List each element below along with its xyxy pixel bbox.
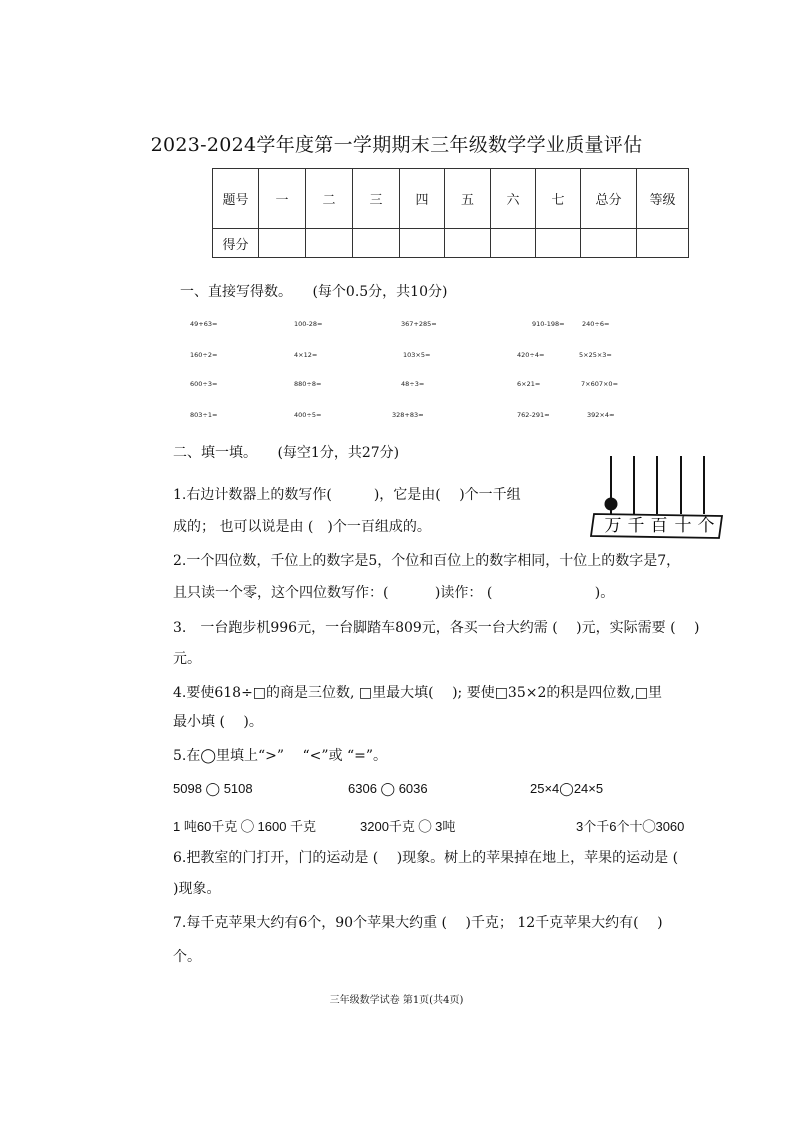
score-header-cell: 三 (353, 169, 400, 229)
page-footer: 三年级数学试卷 第1页(共4页) (329, 995, 464, 1006)
score-cell[interactable] (400, 229, 445, 258)
section2-heading-text: 二、填一填。 (173, 445, 257, 461)
calc-item: 420÷4= (517, 351, 545, 359)
calc-item: 392×4≈ (587, 411, 615, 419)
calc-item: 762-291≈ (517, 411, 550, 419)
score-cell[interactable] (581, 229, 637, 258)
score-cell[interactable] (259, 229, 306, 258)
calc-item: 6×21= (517, 380, 541, 388)
calc-item: 100-28= (294, 320, 323, 328)
calc-item: 328+83≈ (392, 411, 424, 419)
section1-heading (180, 281, 447, 301)
compare-item: 1 吨60千克 ◯ 1600 千克 (173, 819, 317, 834)
score-cell[interactable] (536, 229, 581, 258)
section2-heading (173, 442, 399, 462)
score-header-cell: 等级 (637, 169, 689, 229)
page-title: 2023-2024学年度第一学期期末三年级数学学业质量评估 (150, 134, 643, 156)
question-6-line-1: 6.把教室的门打开，门的运动是 ( )现象。树上的苹果掉在地上，苹果的运动是 ( (173, 850, 679, 866)
question-5-line-1: 5.在◯里填上“>” “<”或 “=”。 (173, 748, 388, 764)
question-1-line-2: 成的； 也可以说是由 ( )个一百组成的。 (173, 519, 431, 535)
calc-item: 5×25×3= (579, 351, 612, 359)
section1-note: (每个0.5分，共10分) (312, 284, 448, 300)
question-7-line-1: 7.每千克苹果大约有6个，90个苹果大约重 ( )千克； 12千克苹果大约有( ) (173, 915, 663, 931)
score-header-cell: 六 (491, 169, 536, 229)
calc-item: 48÷3= (401, 380, 425, 388)
score-header-cell: 七 (536, 169, 581, 229)
score-header-cell: 题号 (213, 169, 259, 229)
score-cell[interactable] (445, 229, 491, 258)
calc-item: 4×12= (294, 351, 318, 359)
compare-item: 5098 ◯ 5108 (173, 781, 253, 796)
abacus-label: 百 (650, 516, 668, 536)
calc-item: 910-198= (532, 320, 565, 328)
score-row-label: 得分 (213, 229, 259, 258)
section2-note: (每空1分，共27分) (277, 445, 400, 461)
question-7-line-2: 个。 (173, 949, 201, 965)
score-cell[interactable] (491, 229, 536, 258)
calc-item: 880÷8= (294, 380, 322, 388)
calc-item: 103×5= (403, 351, 431, 359)
score-table (212, 168, 689, 258)
calc-item: 240÷6= (582, 320, 610, 328)
calc-item: 49+63= (190, 320, 218, 328)
score-header-cell: 四 (400, 169, 445, 229)
score-cell[interactable] (353, 229, 400, 258)
calc-item: 803÷1= (190, 411, 218, 419)
question-2-line-1: 2.一个四位数，千位上的数字是5，个位和百位上的数字相同，十位上的数字是7， (173, 553, 681, 569)
score-header-cell: 总分 (581, 169, 637, 229)
abacus-label: 十 (674, 516, 692, 536)
calc-item: 7×607×0= (581, 380, 619, 388)
score-cell[interactable] (637, 229, 689, 258)
question-3-line-1: 3. 一台跑步机996元，一台脚踏车809元，各买一台大约需 ( )元，实际需要 ( ) (173, 620, 700, 636)
compare-item: 6306 ◯ 6036 (348, 781, 428, 796)
question-6-line-2: )现象。 (173, 881, 221, 897)
section1-heading-text: 一、直接写得数。 (180, 284, 292, 300)
calc-item: 367+285= (401, 320, 437, 328)
calc-item: 160÷2= (190, 351, 218, 359)
calc-item: 400÷5= (294, 411, 322, 419)
question-4-line-2: 最小填 ( )。 (173, 714, 263, 730)
compare-item: 3个千6个十◯3060 (576, 819, 685, 834)
question-4-line-1: 4.要使618÷□的商是三位数, □里最大填( ); 要使□35×2的积是四位数,□里 (173, 685, 663, 701)
score-cell[interactable] (306, 229, 353, 258)
compare-item: 25×4◯24×5 (530, 781, 604, 796)
abacus-label: 万 (604, 516, 622, 536)
abacus-figure (588, 450, 728, 540)
score-header-cell: 五 (445, 169, 491, 229)
calc-item: 600÷3= (190, 380, 218, 388)
compare-item: 3200千克 ◯ 3吨 (360, 819, 456, 834)
question-3-line-2: 元。 (173, 651, 201, 667)
abacus-label: 千 (627, 516, 645, 536)
question-1-line-1: 1.右边计数器上的数写作( )，它是由( )个一千组 (173, 487, 521, 503)
abacus-label: 个 (697, 516, 715, 536)
score-header-cell: 二 (306, 169, 353, 229)
question-2-line-2: 且只读一个零，这个四位数写作：( )读作： ( )。 (173, 585, 615, 601)
score-header-cell: 一 (259, 169, 306, 229)
